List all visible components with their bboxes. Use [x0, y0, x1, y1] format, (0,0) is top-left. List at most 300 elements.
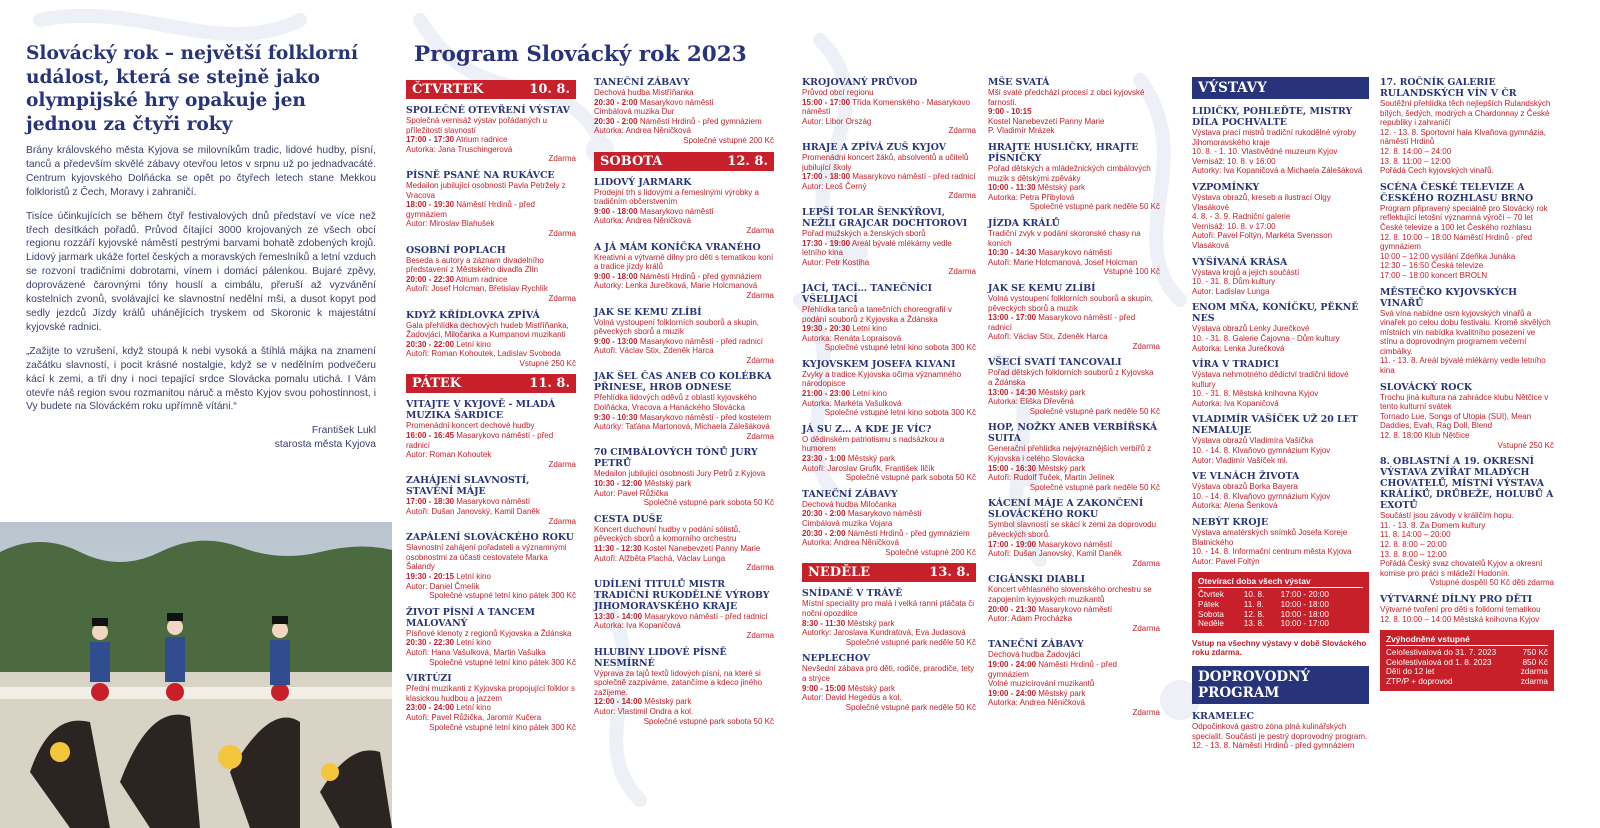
program-event	[802, 424, 976, 483]
extra-detail: 12. - 13. 8. Sportovní hala Klvaňova gymnázia, náměstí Hrdinů	[1380, 127, 1546, 147]
event-time: 9:00 - 18:00	[594, 206, 638, 216]
ticket-row	[1386, 658, 1548, 668]
extra-item	[1380, 287, 1554, 376]
program-event	[594, 447, 774, 507]
event-time-place	[594, 337, 774, 347]
event-time: 17:00 - 19:00	[988, 539, 1037, 549]
event-time: 9:30 - 10:30	[594, 412, 638, 422]
program-event	[406, 399, 576, 469]
program-event	[802, 142, 976, 201]
program-event	[988, 357, 1160, 416]
event-title: TANEČNÍ ZÁBAVY	[802, 488, 898, 500]
day-name: NEDĚLE	[808, 565, 871, 581]
event-time: 18:00 - 19:30	[406, 200, 455, 210]
event-description: Beseda s autory a záznam divadelního představení z Městského divadla Zlín	[406, 255, 544, 275]
event-title: CIGÁNSKI DIABLI	[988, 574, 1085, 586]
event-price: Zdarma	[746, 563, 774, 573]
event-time-place	[802, 619, 976, 629]
event-description: Generační přehlídka nejvýraznějších verbířů z Kyjovska i celého Slovácka	[988, 444, 1152, 464]
event-time: 16:00 - 16:45	[406, 431, 455, 441]
event-title: KROJOVANÝ PRŮVOD	[802, 77, 918, 88]
event-time-place	[406, 703, 576, 713]
extra-title: MĚSTEČKO KYJOVSKÝCH VINAŘŮ	[1380, 286, 1518, 309]
ticket-label: Celofestivalová do 31. 7. 2023	[1386, 648, 1497, 658]
program-event	[594, 77, 774, 146]
event-author: Autor: Daniel Čmelík	[406, 581, 480, 591]
event-description: Volná vystoupení folklorních souborů a skupin, pěveckých sborů a muzik	[988, 293, 1153, 313]
event-author: Autoři: Alžběta Plachá, Václav Lunga	[594, 553, 726, 563]
event-price: Zdarma	[1132, 623, 1160, 633]
event-author: Autorky: Taťána Martonová, Michaela Zálešáková	[594, 422, 770, 432]
event-time-place	[594, 479, 774, 489]
ticket-table	[1386, 648, 1548, 686]
event-time: 19:00 - 24:00	[988, 688, 1037, 698]
extra-title: VÝTVARNÉ DÍLNY PRO DĚTI	[1380, 593, 1533, 605]
program-column-4	[988, 77, 1160, 724]
extra-detail: Program připravený speciálně pro Slovácký rok reflektující letošní významná výročí – 70 let České televize a 100 let Českého rozhlasu	[1380, 203, 1548, 232]
program-event	[802, 77, 976, 136]
event-time-place	[406, 638, 576, 648]
extra-detail: 13. 8. 8:00 – 12:00	[1380, 549, 1447, 559]
event-time-place	[594, 117, 774, 127]
event-description: Dechová hudba Žadovjáci	[988, 650, 1081, 660]
event-price: Zdarma	[746, 355, 774, 365]
program-event	[406, 673, 576, 732]
program-event	[988, 142, 1160, 212]
program-column-2	[594, 77, 774, 732]
free-entry-note: Vstup na všechny výstavy v době Slováckého roku zdarma.	[1192, 638, 1367, 658]
extra-title: SCÉNA ČESKÉ TELEVIZE A ČESKÉHO ROZHLASU BRNO	[1380, 181, 1534, 204]
extra-detail: Svá vína nabídne osm kyjovských vinařů a vinařek po celou dobu festivalu. Kromě skvělých místních vín nabídka kvalitního posezení ve stínu a doprovodným programem večerní cimbálky.	[1380, 308, 1551, 356]
event-time-place	[802, 239, 976, 258]
event-place: Letní kino	[852, 389, 887, 399]
intro-heading: Slovácký rok – největší folklorní událost, která se stejně jako olympijské hry opakuje jen jednou za čtyři roky	[26, 43, 359, 135]
exhibition-detail: Autor: Vladimír Vašíček ml.	[1192, 455, 1288, 465]
extra-detail: 11. - 13. 8. Za Domem kultury	[1380, 520, 1486, 530]
exhibition-title: VE VLNÁCH ŽIVOTA	[1192, 471, 1300, 483]
program-event	[594, 242, 774, 301]
program-event	[988, 218, 1160, 277]
event-price: Zdarma	[548, 293, 576, 303]
event-price: Společné vstupné park sobota 50 Kč	[643, 498, 774, 508]
event-price: Společné vstupné letní kino pátek 300 Kč	[429, 722, 576, 732]
event-author: Autor: Adam Procházka	[988, 614, 1073, 624]
extra-title: SLOVÁCKÝ ROCK	[1380, 381, 1473, 393]
event-time: 19:30 - 20:15	[406, 572, 455, 581]
exhibition-detail: Autor: Pavel Foltýn	[1192, 556, 1260, 566]
event-time-place	[988, 107, 1160, 117]
exhibition-detail: 10. - 31. 8. Městská knihovna Kyjov	[1192, 389, 1319, 399]
event-description: Medailon jubilující osobnosti Pavla Petržely z Vracova	[406, 180, 566, 200]
event-place: Masarykovo náměstí - před radnicí	[406, 431, 554, 450]
intro-paragraph-1: Brány královského města Kyjova se milovníkům tradic, lidové hudby, písní, tanců a především skvělé zábavy otevřou letos v srpnu už po jednadvacáté. Centrum kyjovského Dolňácka se opět po čtyřech letech stane Mekkou folkloristů z Čech, Moravy i zahraničí.	[26, 145, 376, 198]
event-place: Areál bývalé mlékárny vedle letního kina	[802, 238, 952, 258]
event-time-place	[594, 612, 774, 622]
event-time: 15:00 - 16:30	[988, 463, 1037, 473]
event-place: Masarykovo náměstí - před radnicí	[639, 336, 763, 346]
event-time: 21:00 - 23:00	[802, 389, 851, 399]
program-event	[988, 422, 1160, 492]
event-title: SPOLEČNÉ OTEVŘENÍ VÝSTAV	[406, 105, 570, 116]
event-author: Autor: Roman Kohoutek	[406, 450, 492, 460]
extra-detail: 12:30 – 16:50 Česká televize	[1380, 261, 1484, 271]
event-description: Promenádní koncert dechové hudby	[406, 421, 535, 431]
event-author: Autorka: Andrea Něničková	[594, 216, 691, 226]
exhibitions-header: VÝSTAVY	[1192, 77, 1369, 99]
event-place: Masarykovo náměstí	[1038, 604, 1113, 614]
extra-detail: 12. 8. 14:00 – 24:00	[1380, 146, 1452, 156]
event-place: Masarykovo náměstí - před radnicí	[852, 172, 976, 182]
day-date: 11. 8.	[529, 376, 570, 392]
program-event	[802, 207, 976, 277]
event-time-place	[594, 413, 774, 423]
event-description: Dechová hudba Mistříňanka	[594, 88, 694, 97]
day-header	[594, 152, 774, 171]
event-place: Masarykovo náměstí - před kostelem	[639, 412, 771, 422]
event-description: Slavnostní zahájení pořadateli a významnými osobnostmi za účasti cestovatele Marka Šalandy	[406, 543, 567, 572]
hours-time: 10:00 - 18:00	[1280, 600, 1329, 609]
extra-title: 17. ROČNÍK GALERIE RULANDSKÝCH VÍN V ČR	[1380, 77, 1517, 99]
event-price: Společné vstupné letní kino pátek 300 Kč	[429, 591, 576, 601]
event-title: VIRTÚZI	[406, 673, 452, 685]
event-description: Cimbálová muzika Dur	[594, 107, 675, 117]
event-title: ŽIVOT PÍSNÍ A TANCEM MALOVANÝ	[406, 606, 535, 629]
exhibition-item	[1192, 517, 1369, 566]
event-author: Autorka: Jana Truschingerová	[406, 144, 513, 154]
extra-detail: 11. - 13. 8. Areál bývalé mlékárny vedle letního kina	[1380, 356, 1546, 376]
event-title: ZAPÁLENÍ SLOVÁCKÉHO ROKU	[406, 532, 574, 544]
event-time-place	[988, 183, 1160, 193]
event-title: TANEČNÍ ZÁBAVY	[988, 639, 1084, 651]
extra-detail: Součástí jsou závody v králičím hopu.	[1380, 511, 1514, 521]
ticket-label: Celofestivalová od 1. 8. 2023	[1386, 657, 1492, 667]
program-event	[406, 532, 576, 601]
event-price: Společné vstupné park neděle 50 Kč	[1029, 406, 1160, 416]
extra-detail: Výtvarné tvoření pro děti s folklorní tematikou	[1380, 604, 1541, 614]
event-description: Koncert věhlasného slovenského orchestru se zapojením kyjovských muzikantů	[988, 585, 1152, 604]
event-title: LIDOVÝ JARMARK	[594, 176, 692, 188]
event-place: Masarykovo náměstí	[1038, 248, 1113, 258]
program-event	[406, 607, 576, 667]
event-price: Zdarma	[746, 630, 774, 640]
event-place: Atrium radnice	[455, 135, 508, 145]
event-author: Autoři: Marie Holcmanová, Josef Holcman	[988, 257, 1138, 267]
program-event	[406, 310, 576, 369]
event-time: 20:30 - 2:00	[802, 509, 846, 519]
event-title: KYJOVSKEM JOSEFA KLVANI	[802, 358, 956, 370]
event-price: Zdarma	[948, 191, 976, 201]
event-description: Symbol slavností se skácí k zemi za doprovodu pěveckých sborů.	[988, 520, 1157, 539]
program-event	[594, 647, 774, 727]
event-author: Autorka: Petra Přibylová	[988, 192, 1075, 202]
event-description: Mší svaté předchází procesí z obcí kyjovské farnosti.	[988, 88, 1145, 107]
hours-row	[1198, 590, 1363, 600]
event-time-place	[406, 431, 576, 450]
event-author: Autor: Pavel Růžička	[594, 488, 669, 498]
event-title: JAK SE KEMU ZLÍBÍ	[594, 306, 702, 318]
exhibition-detail: Výstava obrazů Vladimíra Vašíčka	[1192, 436, 1314, 446]
event-price: Společné vstupné park neděle 50 Kč	[845, 702, 976, 712]
event-place: Masarykovo náměstí	[847, 509, 922, 519]
exhibition-title: VZPOMÍNKY	[1192, 181, 1260, 193]
event-time: 17:30 - 19:00	[802, 238, 851, 248]
event-price: Zdarma	[746, 225, 774, 235]
event-place: Letní kino	[456, 339, 491, 349]
event-description: Nevšední zábava pro děti, rodiče, prarodiče, tety a strýce	[802, 664, 975, 683]
exhibitions-column	[1192, 77, 1369, 757]
event-description: Pořad dětských folklorních souborů z Kyjovska a Ždánska	[988, 368, 1154, 388]
extra-detail: 17:00 – 18:00 koncert BROLN	[1380, 270, 1488, 280]
hours-date: 12. 8.	[1243, 609, 1265, 619]
extra-detail: Trochu jiná kultura na zahrádce klubu Nětčice v tento kulturní svátek	[1380, 392, 1549, 412]
exhibition-detail: Autorka: Lenka Jurečková	[1192, 343, 1285, 353]
event-price: Vstupné 100 Kč	[1103, 267, 1160, 277]
event-time: 20:00 - 22:30	[406, 274, 455, 284]
event-author: Autoři: Rudolf Tuček, Martin Jelínek	[988, 473, 1115, 483]
extra-detail: 12. 8. 8:00 – 20:00	[1380, 540, 1447, 549]
exhibition-item	[1192, 471, 1369, 511]
extra-detail: 13. 8. 11:00 – 12:00	[1380, 156, 1451, 166]
event-title: JAK ŠEL ČAS ANEB CO KOLÉBKA PŘINESE, HROB ODNESE	[594, 371, 772, 394]
intro-paragraph-2: Tisíce účinkujících se během čtyř festivalových dnů představí ve více než třech desítkách pořadů. Průvod čítající 3000 krojovaných ze všech obcí regionu rozzáří kyjovské náměstí pestrými barvami bohatě zdobených krojů. Lidový jarmark ukáže fortel českých a moravských řemeslníků a letní vzduch se rozvoní tradičními dobrotami, vínem i domácí pálenkou. Bujaré zpěvy, doprovázené čarovnými tóny houslí a cimbálu, přeruší až vyzvánění kostelních zvonů, svolávající ke slavnostní nedělní mši, a dusot kopyt pod sedly jezdců Jízdy králů uhánějících tryskem od Skoronic k majestátní kyjovské radnici.	[26, 210, 376, 333]
hours-day: Neděle	[1198, 619, 1224, 629]
event-title: MŠE SVATÁ	[988, 77, 1050, 88]
ticket-price: zdarma	[1520, 667, 1548, 677]
event-time: 13:00 - 17:00	[988, 313, 1037, 323]
event-time: 23:30 - 1:00	[802, 454, 846, 464]
event-time: 12:00 - 14:00	[594, 697, 643, 707]
festival-riders-photo	[0, 522, 392, 828]
event-author: Autoři: Václav Stix, Zdeněk Harca	[594, 346, 714, 356]
event-time: 20:00 - 21:30	[988, 604, 1037, 614]
signature-role: starosta města Kyjova	[274, 438, 376, 450]
extra-item	[1380, 456, 1554, 588]
event-time: 11:30 - 12:30	[594, 544, 642, 553]
program-event	[594, 177, 774, 236]
opening-hours-title: Otevírací doba všech výstav	[1198, 576, 1363, 588]
event-description: Přední muzikanti z Kyjovska propojující folklor s klasickou hudbou a jazzem	[406, 684, 575, 703]
event-title: ZAHÁJENÍ SLAVNOSTÍ, STAVĚNÍ MÁJE	[406, 475, 530, 498]
exhibition-detail: 10. - 14. 8. Klvaňovo gymnázium Kyjov	[1192, 491, 1331, 501]
exhibition-title: NEBÝT KROJE	[1192, 517, 1269, 529]
day-date: 12. 8.	[727, 153, 768, 169]
program-title: Program Slovácký rok 2023	[414, 42, 747, 67]
event-time-place	[988, 248, 1160, 258]
event-title: CESTA DUŠE	[594, 513, 663, 525]
event-description: Gala přehlídka dechových hudeb Mistříňanka, Žadovjáci, Miločanka a Kumpanovi muzikanti	[406, 320, 569, 340]
event-title: HLUBINY LIDOVÉ PÍSNĚ NESMÍRNÉ	[594, 646, 727, 669]
intro-quote: „Zažijte to vzrušení, když stoupá k nebi vysoká a štíhlá májka na znamení začátku slavností, i pocit krásné nostalgie, když se v nedělním podvečeru kácí k zemi, a tři dny i noci tepající srdce Slovácka pomalu utichá. I Vám otevře náš region svou rozmanitou náruč a město Kyjov svou pohostinnost, i Vy budete na Slováckém roku upřímně vítáni.“	[26, 345, 376, 413]
extra-price: Vstupné dospělí 50 Kč děti zdarma	[1429, 578, 1554, 588]
exhibition-detail: Výstava nehmotného dědictví tradiční lidové kultury	[1192, 370, 1349, 389]
event-time: 19:00 - 24:00	[988, 659, 1037, 669]
exhibition-detail: Autor: Ladislav Lunga	[1192, 286, 1270, 296]
event-time-place	[988, 689, 1160, 699]
signature-name: František Lukl	[311, 425, 376, 437]
event-title: NEPLECHOV	[802, 653, 871, 665]
event-author: Autoři: Josef Holcman, Břetislav Rychlík	[406, 284, 548, 294]
event-price: Zdarma	[548, 228, 576, 238]
kramelec-item	[1192, 711, 1369, 751]
event-time-place	[988, 660, 1160, 679]
event-time-place	[406, 200, 576, 219]
event-time-place	[406, 340, 576, 350]
ticket-price: 750 Kč	[1522, 648, 1548, 658]
opening-hours-table	[1198, 590, 1363, 628]
event-time-place	[406, 135, 576, 145]
event-author: Autorky: Jaroslava Kundratová, Eva Judasová	[802, 628, 966, 638]
hours-day: Sobota	[1198, 609, 1224, 619]
exhibition-item	[1192, 359, 1369, 408]
hours-row	[1198, 600, 1363, 610]
event-time: 13:00 - 14:30	[988, 387, 1037, 397]
program-event	[406, 170, 576, 239]
event-price: Zdarma	[948, 126, 976, 136]
event-description: Přehlídka tanců a tanečních choreografií v podání souborů z Kyjovska a Ždánska	[802, 304, 952, 324]
event-place: Masarykovo náměstí	[456, 497, 531, 507]
event-time-place	[594, 544, 774, 554]
exhibition-detail: Výstava krojů a jejich součástí	[1192, 267, 1300, 277]
ticket-title: Zvýhodněné vstupné	[1386, 634, 1548, 646]
extra-detail: Pořádá Cech kyjovských vinařů.	[1380, 166, 1494, 176]
kramelec-detail: Odpočinková gastro zóna plná kulinářských specialit. Součástí je pestrý doprovodný program.	[1192, 721, 1368, 741]
signature	[26, 424, 376, 451]
kramelec-title: KRAMELEC	[1192, 710, 1254, 722]
day-name: ČTVRTEK	[412, 82, 484, 97]
event-place: Městský park	[1038, 688, 1086, 698]
event-price: Společné vstupné park neděle 50 Kč	[1029, 202, 1160, 212]
exhibition-item	[1192, 257, 1369, 297]
event-time-place	[594, 207, 774, 217]
program-event	[406, 105, 576, 164]
event-time-place	[802, 324, 976, 334]
hours-time: 17:00 - 20:00	[1280, 590, 1329, 600]
hours-row	[1198, 619, 1363, 629]
event-description: Zvyky a tradice Kyjovska očima významného národopisce	[802, 369, 962, 389]
event-time: 20:30 - 2:00	[594, 97, 638, 107]
day-name: PÁTEK	[412, 376, 462, 392]
event-place: Masarykovo náměstí - před radnicí	[644, 611, 768, 621]
event-description: Volné muzicírování muzikantů	[988, 679, 1095, 689]
event-time: 13:30 - 14:00	[594, 611, 643, 621]
event-time: 19:30 - 20:30	[802, 324, 851, 334]
event-place: Atrium radnice	[455, 274, 508, 284]
event-place: Masarykovo náměstí	[1038, 539, 1113, 549]
event-place: Náměstí Hrdinů - před gymnáziem	[406, 200, 535, 219]
event-price: Společné vstupné park sobota 50 Kč	[643, 716, 774, 726]
event-time: 20:30 - 22:00	[406, 339, 455, 349]
event-description: Koncert duchovní hudby v podání sólistů, pěveckých sborů a komorního orchestru	[594, 524, 741, 544]
exhibition-detail: 10. 8. - 1. 10. Vlastivědné muzeum Kyjov	[1192, 147, 1338, 157]
day-header	[406, 80, 576, 99]
event-title: HRAJTE HUSLIČKY, HRAJTE PÍSNIČKY	[988, 141, 1139, 164]
ticket-row	[1386, 677, 1548, 687]
event-author: Autor: Vlastimil Ondra a kol.	[594, 706, 694, 716]
hours-time: 10:00 - 18:00	[1280, 609, 1329, 619]
event-time: 17:00 - 18:30	[406, 497, 455, 507]
event-time-place	[802, 454, 976, 464]
extra-detail: 12. 8. 18:00 Klub Nětčice	[1380, 431, 1470, 441]
event-place: Městský park	[847, 454, 895, 464]
event-author: Autorka: Markéta Vašulková	[802, 398, 902, 408]
exhibition-detail: Autorka: Alena Šenková	[1192, 501, 1278, 511]
event-author: Autoři: Dušan Janovský, Kamil Daněk	[988, 549, 1122, 559]
event-description: Společná vernisáž výstav pořádaných u příležitosti slavností	[406, 116, 547, 135]
event-place: Městský park	[644, 697, 692, 707]
program-column-1	[406, 77, 576, 738]
event-time-place	[802, 172, 976, 182]
event-description: Kreativní a výtvarné dílny pro děti s tematikou koní a tradice jízdy králů	[594, 252, 774, 272]
event-title: PÍSNĚ PSANÉ NA RUKÁVCE	[406, 169, 555, 181]
intro-section	[26, 42, 376, 451]
event-author: Autorka: Renáta Lopraisová	[802, 333, 902, 343]
program-event	[988, 77, 1160, 136]
exhibition-title: ENOM MŇA, KONÍČKU, PĚKNĚ NES	[1192, 302, 1359, 325]
event-price: Zdarma	[746, 431, 774, 441]
program-event	[594, 307, 774, 366]
hours-date: 13. 8.	[1243, 619, 1265, 629]
event-description: Dechová hudba Miločanka	[802, 499, 897, 509]
event-price: Společné vstupné park sobota 50 Kč	[845, 473, 976, 483]
event-author: Autorka: Andrea Něničková	[802, 538, 899, 548]
event-description: Tradiční zvyk v podání skoronské chasy na koních	[988, 228, 1141, 248]
event-time: 8:30 - 11:30	[802, 618, 846, 628]
event-description: Pořad dětských a mládežnických cimbálových muzik s dětskými zpěváky	[988, 163, 1151, 183]
extra-item	[1380, 77, 1554, 176]
event-place: Náměstí Hrdinů - před gymnáziem	[988, 659, 1117, 679]
ticket-row	[1386, 648, 1548, 658]
event-time-place	[988, 540, 1160, 550]
event-time: 9:00 - 15:00	[802, 683, 846, 693]
event-title: A JÁ MÁM KONÍČKA VRANÉHO	[594, 241, 761, 253]
event-title: KDYŽ KŘÍDLOVKA ZPÍVÁ	[406, 309, 540, 321]
event-time-place	[802, 684, 976, 694]
exhibition-title: VLADIMÍR VAŠÍČEK UŽ 20 LET NEMALUJE	[1192, 414, 1358, 437]
extra-detail: 11. 8. 14:00 – 20:00	[1380, 530, 1451, 540]
event-title: JAK SE KEMU ZLÍBÍ	[988, 282, 1096, 294]
event-author: Autorky: Lenka Jurečková, Marie Holcmanová	[594, 281, 758, 291]
event-title: SNÍDANĚ V TRÁVĚ	[802, 588, 903, 600]
exhibition-item	[1192, 414, 1369, 465]
event-place: Letní kino	[456, 638, 491, 648]
program-event	[594, 371, 774, 441]
event-title: HOP, NOŽKY ANEB VERBÍŘSKÁ SUITA	[988, 422, 1158, 445]
exhibition-detail: Výstava amatérských snímků Josefa Koreje Blatnického	[1192, 528, 1348, 547]
event-place: Náměstí Hrdinů - před gymnáziem	[847, 528, 970, 538]
ticket-label: ZTP/P + doprovod	[1386, 676, 1453, 686]
event-price: Vstupné 250 Kč	[519, 358, 576, 368]
event-title: 70 CIMBÁLOVÝCH TÓNŮ JURY PETRŮ	[594, 447, 758, 470]
ticket-label: Děti do 12 let	[1386, 667, 1435, 677]
program-event	[802, 653, 976, 712]
exhibition-detail: 10. - 14. 8. Klvaňovo gymnázium Kyjov	[1192, 446, 1331, 456]
event-time: 9:00 - 10:15	[988, 107, 1032, 117]
exhibition-detail: Autorky: Iva Kopaničová a Michaela Zálešáková	[1192, 166, 1363, 176]
event-title: LEPŠÍ TOLAR ŠENKÝŘOVI, NEŽLI GRAJCAR DOCHTOROVI	[802, 206, 968, 229]
exhibition-item	[1192, 182, 1369, 251]
event-price: Zdarma	[1132, 558, 1160, 568]
event-price: Společné vstupné letní kino sobota 300 Kč	[824, 408, 976, 418]
ticket-box	[1380, 630, 1554, 690]
hours-row	[1198, 610, 1363, 620]
ticket-price: 850 Kč	[1522, 657, 1548, 667]
event-title: VITAJTE V KYJOVĚ - MLADÁ MUZIKA ŠARDICE	[406, 399, 556, 422]
event-description: Místní speciality pro malá i velká ranní ptáčata či noční opozdilce	[802, 599, 975, 618]
event-author: Autoři: Václav Stix, Zdeněk Harca	[988, 332, 1108, 342]
program-event	[802, 489, 976, 558]
event-place: Letní kino	[456, 572, 491, 581]
event-title: KÁCENÍ MÁJE A ZAKONČENÍ SLOVÁCKÉHO ROKU	[988, 498, 1144, 521]
